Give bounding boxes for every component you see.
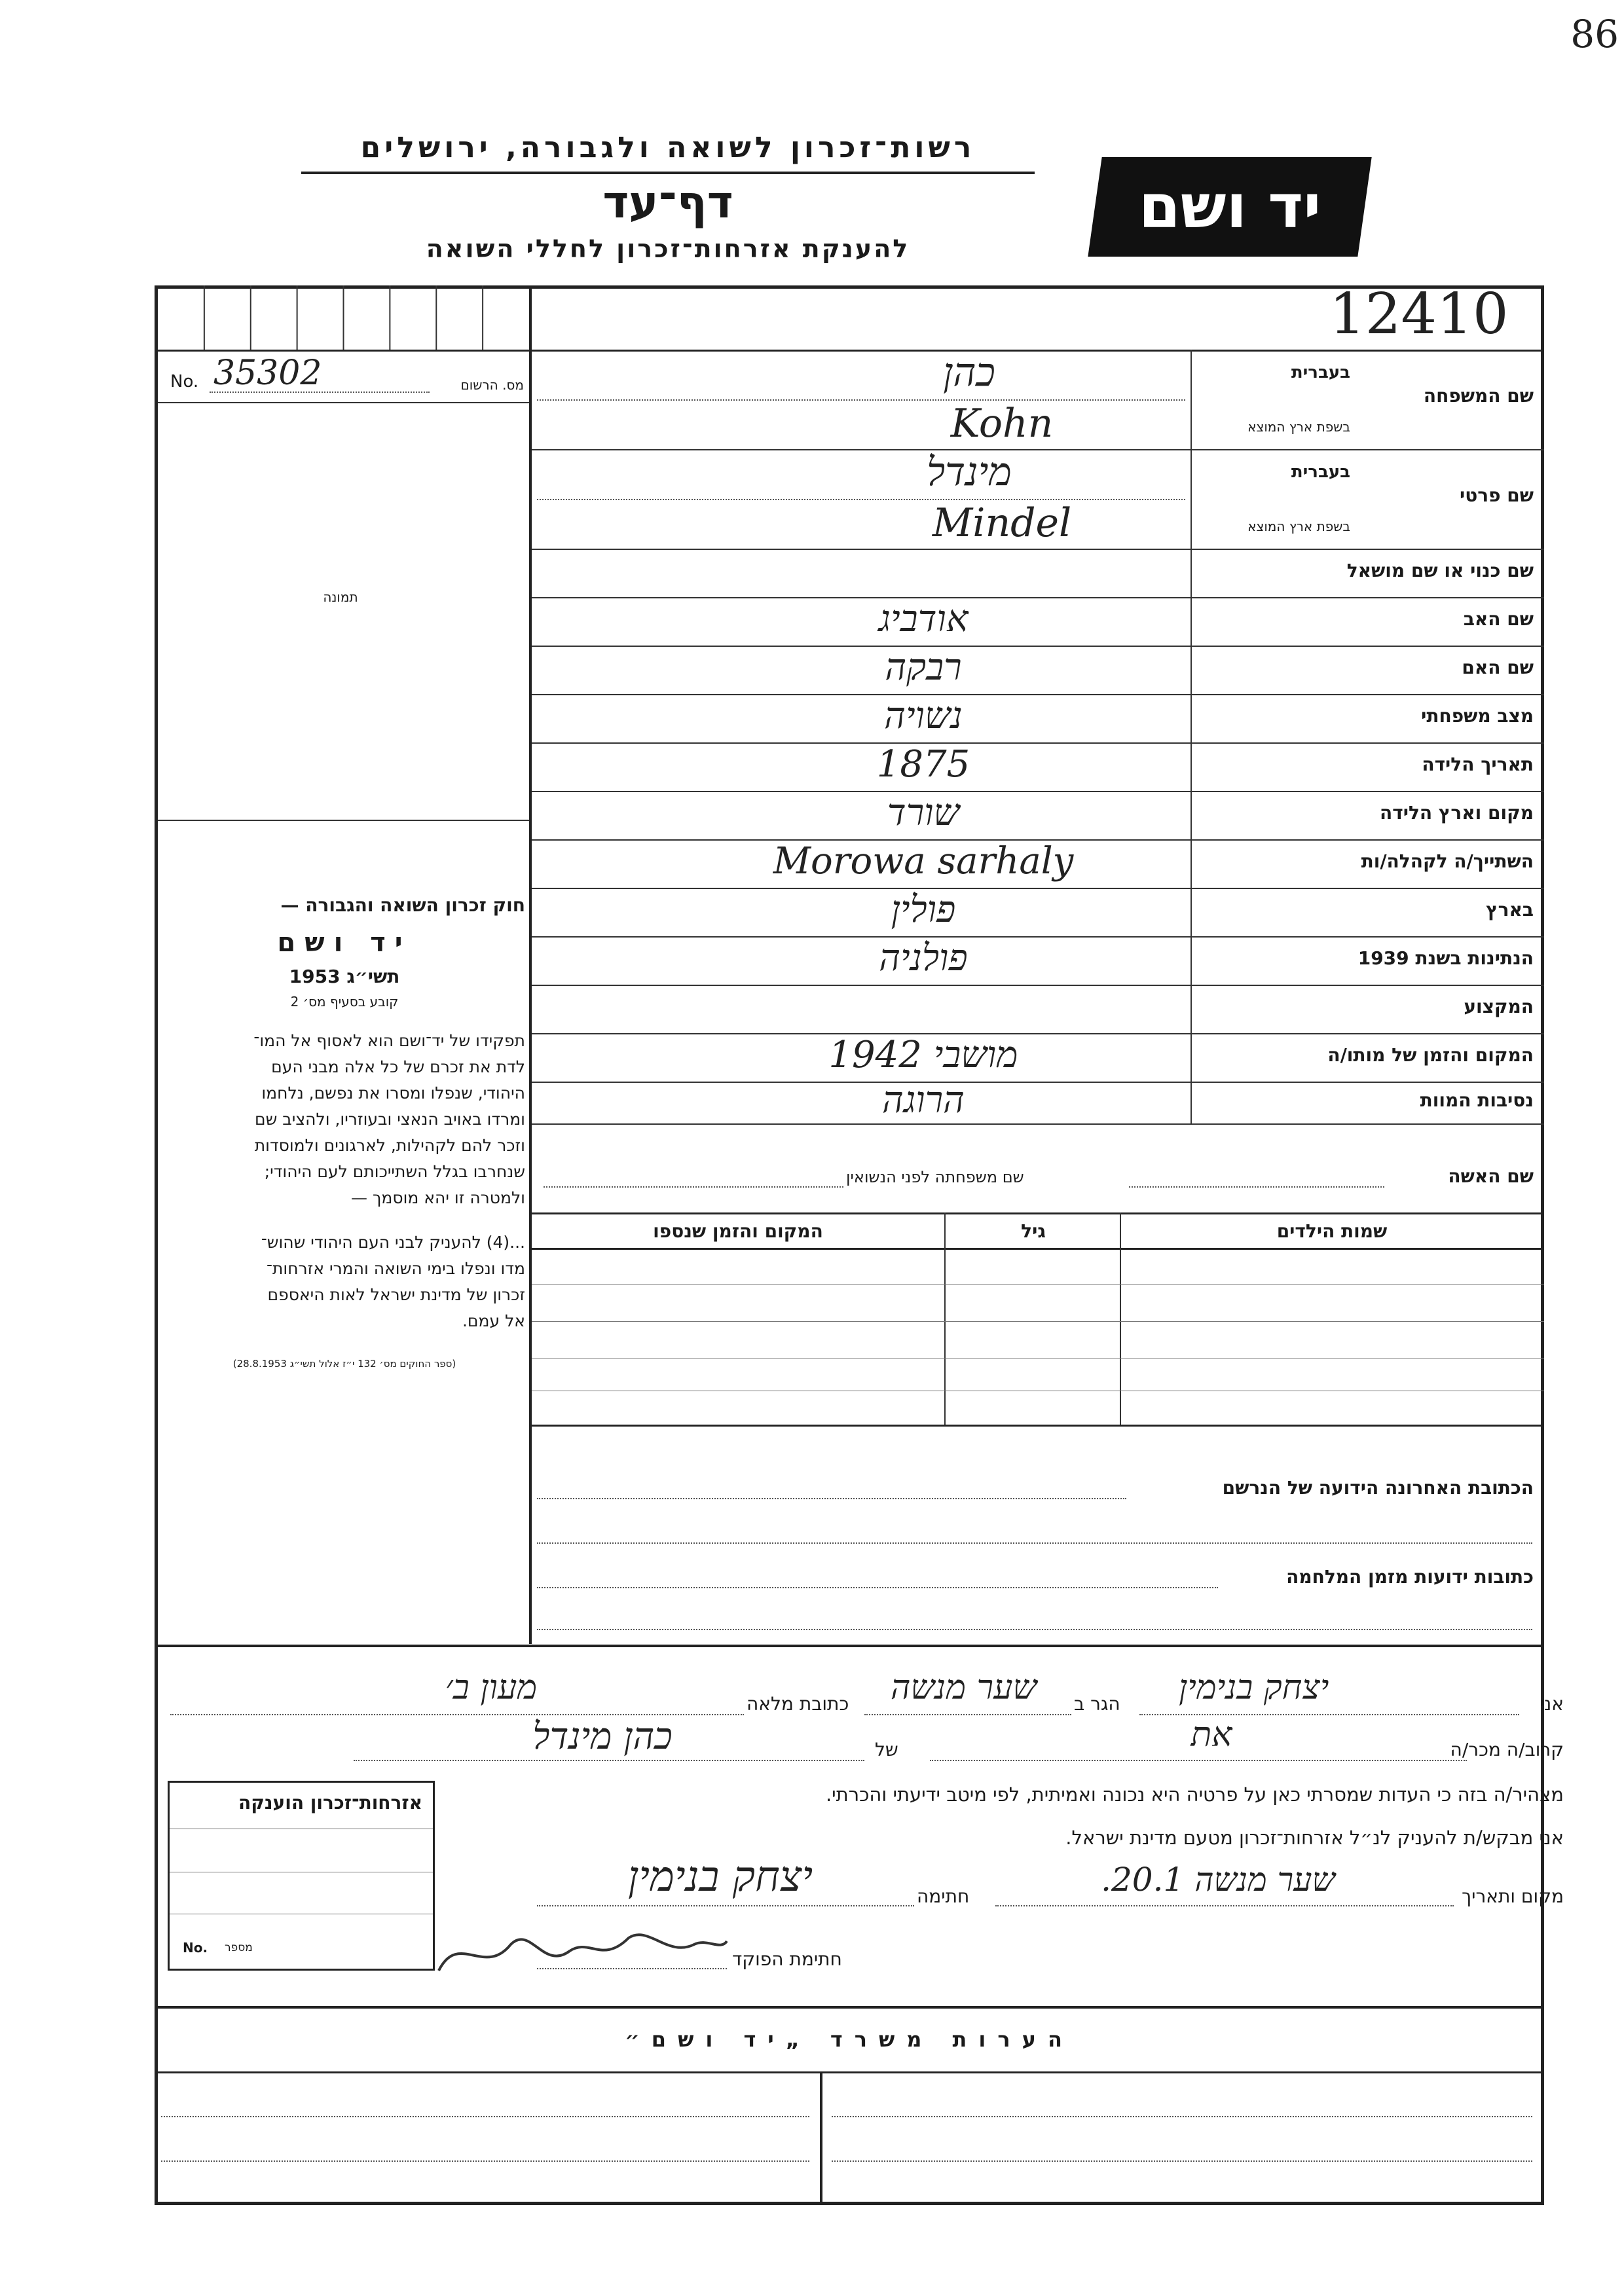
- field-sub-origin-language: בשפת ארץ המוצא: [1247, 519, 1350, 534]
- logo-text: יד ושם: [1138, 172, 1321, 242]
- wife-dots: [1129, 1186, 1384, 1188]
- declarant-resides-label: הגר ב: [1074, 1693, 1120, 1715]
- registration-row-line: [158, 402, 529, 403]
- law-text-line: זכרון של מדינת ישראל לאות היאספם: [267, 1285, 525, 1304]
- field-value-hebrew: מינדל: [927, 449, 1012, 495]
- children-header-names: שמות הילדים: [1276, 1220, 1388, 1242]
- relation-dots: [930, 1760, 1467, 1761]
- citizenship-number-label: מספר: [225, 1941, 253, 1954]
- field-value: נשויה: [884, 695, 963, 737]
- field-sub-hebrew: בעברית: [1291, 462, 1350, 482]
- field-label: תאריך הלידה: [1422, 754, 1534, 775]
- officer-signature-scribble: [432, 1912, 733, 1984]
- children-col-div-1: [1120, 1212, 1121, 1425]
- office-notes-dots-1: [161, 2116, 809, 2117]
- declarant-resides-value: שער מנשה: [891, 1668, 1037, 1707]
- law-name: יד ושם: [277, 928, 412, 958]
- field-label: מקום וארץ הלידה: [1380, 802, 1534, 824]
- office-notes-dots-3: [161, 2160, 809, 2162]
- declarant-address-label: כתובת מלאה: [747, 1693, 849, 1715]
- wartime-address-dots-2: [537, 1629, 1532, 1630]
- form-title: דף־עד: [602, 177, 733, 228]
- law-text-1: [164, 1028, 525, 1211]
- law-section: [164, 894, 525, 1370]
- registration-boxes: [158, 285, 529, 350]
- last-address-dots-2: [537, 1542, 1532, 1544]
- place-date-dots: [995, 1905, 1454, 1906]
- law-text-line: אל עמם.: [462, 1311, 525, 1330]
- field-value: שורד: [887, 792, 960, 834]
- relative-label: קרוב/ה מכר/ה: [1450, 1739, 1564, 1760]
- field-label: שם המשפחה: [1423, 385, 1534, 407]
- children-header-age: גיל: [1021, 1220, 1046, 1242]
- field-label: שם האב: [1463, 608, 1534, 630]
- office-notes-line-1: [155, 2071, 1544, 2073]
- last-address-dots-1: [537, 1498, 1126, 1499]
- field-sub-origin-language: בשפת ארץ המוצא: [1247, 419, 1350, 435]
- yad-vashem-logo: [1088, 157, 1371, 257]
- citizenship-no-label: No.: [183, 1940, 208, 1956]
- children-header-bottom: [532, 1248, 1544, 1250]
- law-text-line: ...(4) להעניק לבני העם היהודי שהוש־: [261, 1233, 525, 1252]
- law-text-line: מדו ונפלו בימי השואה והמרי אזרחות־: [266, 1259, 525, 1278]
- wartime-address-label: כתובות ידועות מזמן המלחמה: [1286, 1566, 1534, 1588]
- field-label: שם כנוי או שם מושאל: [1346, 560, 1534, 581]
- of-dots: [354, 1760, 864, 1761]
- declarant-name: יצחק בנימין: [1179, 1668, 1329, 1707]
- declarant-i-label: אני: [1540, 1693, 1564, 1715]
- children-row-2: [532, 1321, 1544, 1322]
- field-value: פולין: [891, 888, 956, 931]
- children-header-place: המקום והזמן שנספו: [653, 1220, 823, 1242]
- of-value: כהן מינדל: [532, 1715, 673, 1758]
- registration-number: 35302: [213, 354, 322, 393]
- field-row-line: [532, 549, 1544, 550]
- children-col-div-2: [944, 1212, 946, 1425]
- field-label: המקום והזמן של מותו/ה: [1327, 1044, 1534, 1066]
- law-year: תשי״ג 1953: [289, 966, 400, 987]
- law-text-2: [164, 1230, 525, 1334]
- wartime-address-dots-1: [537, 1587, 1218, 1588]
- signature-dots: [537, 1905, 914, 1906]
- authority-underline: [301, 172, 1035, 174]
- place-date-label: מקום ותאריך: [1462, 1886, 1564, 1907]
- field-sub-hebrew: בעברית: [1291, 363, 1350, 382]
- registration-boxes-grid: [158, 285, 529, 350]
- wife-maiden-label: שם משפחתה לפני הנשואין: [846, 1168, 1024, 1186]
- registration-label-he: מס. הרשום: [460, 377, 524, 393]
- declarant-resides-dots: [864, 1714, 1071, 1715]
- wife-label: שם האשה: [1448, 1165, 1534, 1187]
- field-value-latin: Mindel: [932, 500, 1072, 546]
- declaration-text: מצהיר/ה בזה כי העדות שמסרתי כאן על פרטיה היא נכונה ואמיתית, לפי מיטב ידיעתי והכרתי.: [825, 1783, 1564, 1806]
- label-column-divider: [1190, 350, 1192, 1123]
- declarant-section-top: [155, 1645, 1544, 1647]
- law-text-line: ולמטרה זו יהא מוסמך —: [351, 1188, 525, 1207]
- field-label: שם פרטי: [1459, 484, 1534, 506]
- officer-signature-label: חתימת הפוקד: [732, 1948, 842, 1970]
- law-heading: חוק זכרון השואה והגבורה —: [280, 894, 525, 916]
- relation-value: את: [1190, 1715, 1232, 1755]
- law-text-line: היהודי, שנפלו ומסרו את נפשם, נלחמו: [261, 1084, 525, 1102]
- authority-heading: רשות־זכרון לשואה ולגבורה, ירושלים: [360, 131, 976, 164]
- children-table-bottom: [532, 1425, 1544, 1427]
- registration-label-en: No.: [170, 372, 199, 392]
- law-citation: (ספר החוקים מס׳ 132 י״ז אלול תשי״ג 28.8.1953): [232, 1358, 456, 1370]
- photo-label: תמונה: [323, 589, 358, 605]
- citizenship-box-title: אזרחות־זכרון הוענקה: [238, 1792, 422, 1813]
- handwritten-top-number: 12410: [1329, 282, 1509, 347]
- field-label: הנתינות בשנת 1939: [1357, 947, 1534, 969]
- field-value: פולניה: [879, 937, 968, 979]
- request-text: אני מבקש/ת להעניק לנ״ל אזרחות־זכרון מטעם מדינת ישראל.: [1065, 1827, 1564, 1849]
- page-number: 86: [1570, 12, 1619, 56]
- signature-value: יצחק בנימין: [627, 1853, 813, 1901]
- registration-dots: [210, 392, 430, 393]
- children-header-top: [532, 1212, 1544, 1214]
- law-text-line: ומרדו באויב הנאצי ובעוזריו, ולהציב שם: [255, 1110, 525, 1129]
- office-notes-top: [155, 2006, 1544, 2009]
- field-row-line: [532, 985, 1544, 986]
- signature-label: חתימה: [917, 1886, 970, 1907]
- wife-row-top: [532, 1123, 1544, 1125]
- field-value: מושבי 1942: [828, 1034, 1018, 1076]
- field-value: אודביג: [878, 598, 969, 640]
- field-label: השתייך/ה לקהלה/ות: [1361, 850, 1534, 872]
- field-label: נסיבות המוות: [1420, 1089, 1534, 1111]
- office-notes-dots-4: [832, 2160, 1532, 2162]
- of-label: של: [875, 1739, 898, 1760]
- field-label: בארץ: [1486, 899, 1534, 920]
- photo-bottom-line: [158, 820, 529, 821]
- office-notes-dots-2: [832, 2116, 1532, 2117]
- field-value-latin: Kohn: [950, 401, 1054, 446]
- field-value: 1875: [876, 743, 970, 786]
- law-text-line: לדת את זכרם של כל אלה מבני העם: [271, 1057, 525, 1076]
- declarant-address-value: מעון ב׳: [445, 1668, 538, 1707]
- field-value: הרוגה: [882, 1079, 965, 1121]
- law-text-line: תפקידו של יד־ושם הוא לאסוף אל המו־: [253, 1031, 525, 1050]
- office-notes-divider: [820, 2071, 822, 2205]
- left-column-divider: [529, 285, 532, 1644]
- law-text-line: שנחרבו בגלל השתייכותם לעם היהודי;: [264, 1162, 525, 1181]
- office-notes-heading: הערות משרד „יד ושם״: [625, 2027, 1074, 2052]
- law-clause: קובע בסעיף מס׳ 2: [290, 994, 399, 1010]
- law-text-line: וזכר להם לקהילות, לארגונים ולמוסדות: [254, 1136, 525, 1155]
- last-known-address-label: הכתובת האחרונה הידועה של הנרשם: [1222, 1477, 1534, 1499]
- place-date-value: שער מנשה 20.1.: [1101, 1861, 1335, 1899]
- field-value-hebrew: כהן: [943, 350, 995, 395]
- field-label: מצב משפחתי: [1421, 705, 1534, 727]
- form-subtitle: להענקת אזרחות־זכרון לחללי השואה: [426, 234, 910, 263]
- citizenship-granted-box: [168, 1781, 435, 1971]
- field-value: Morowa sarhaly: [773, 840, 1074, 883]
- field-label: המקצוע: [1464, 996, 1534, 1017]
- wife-maiden-dots: [544, 1186, 843, 1188]
- field-label: שם האם: [1462, 657, 1534, 678]
- field-value: רבקה: [885, 646, 962, 689]
